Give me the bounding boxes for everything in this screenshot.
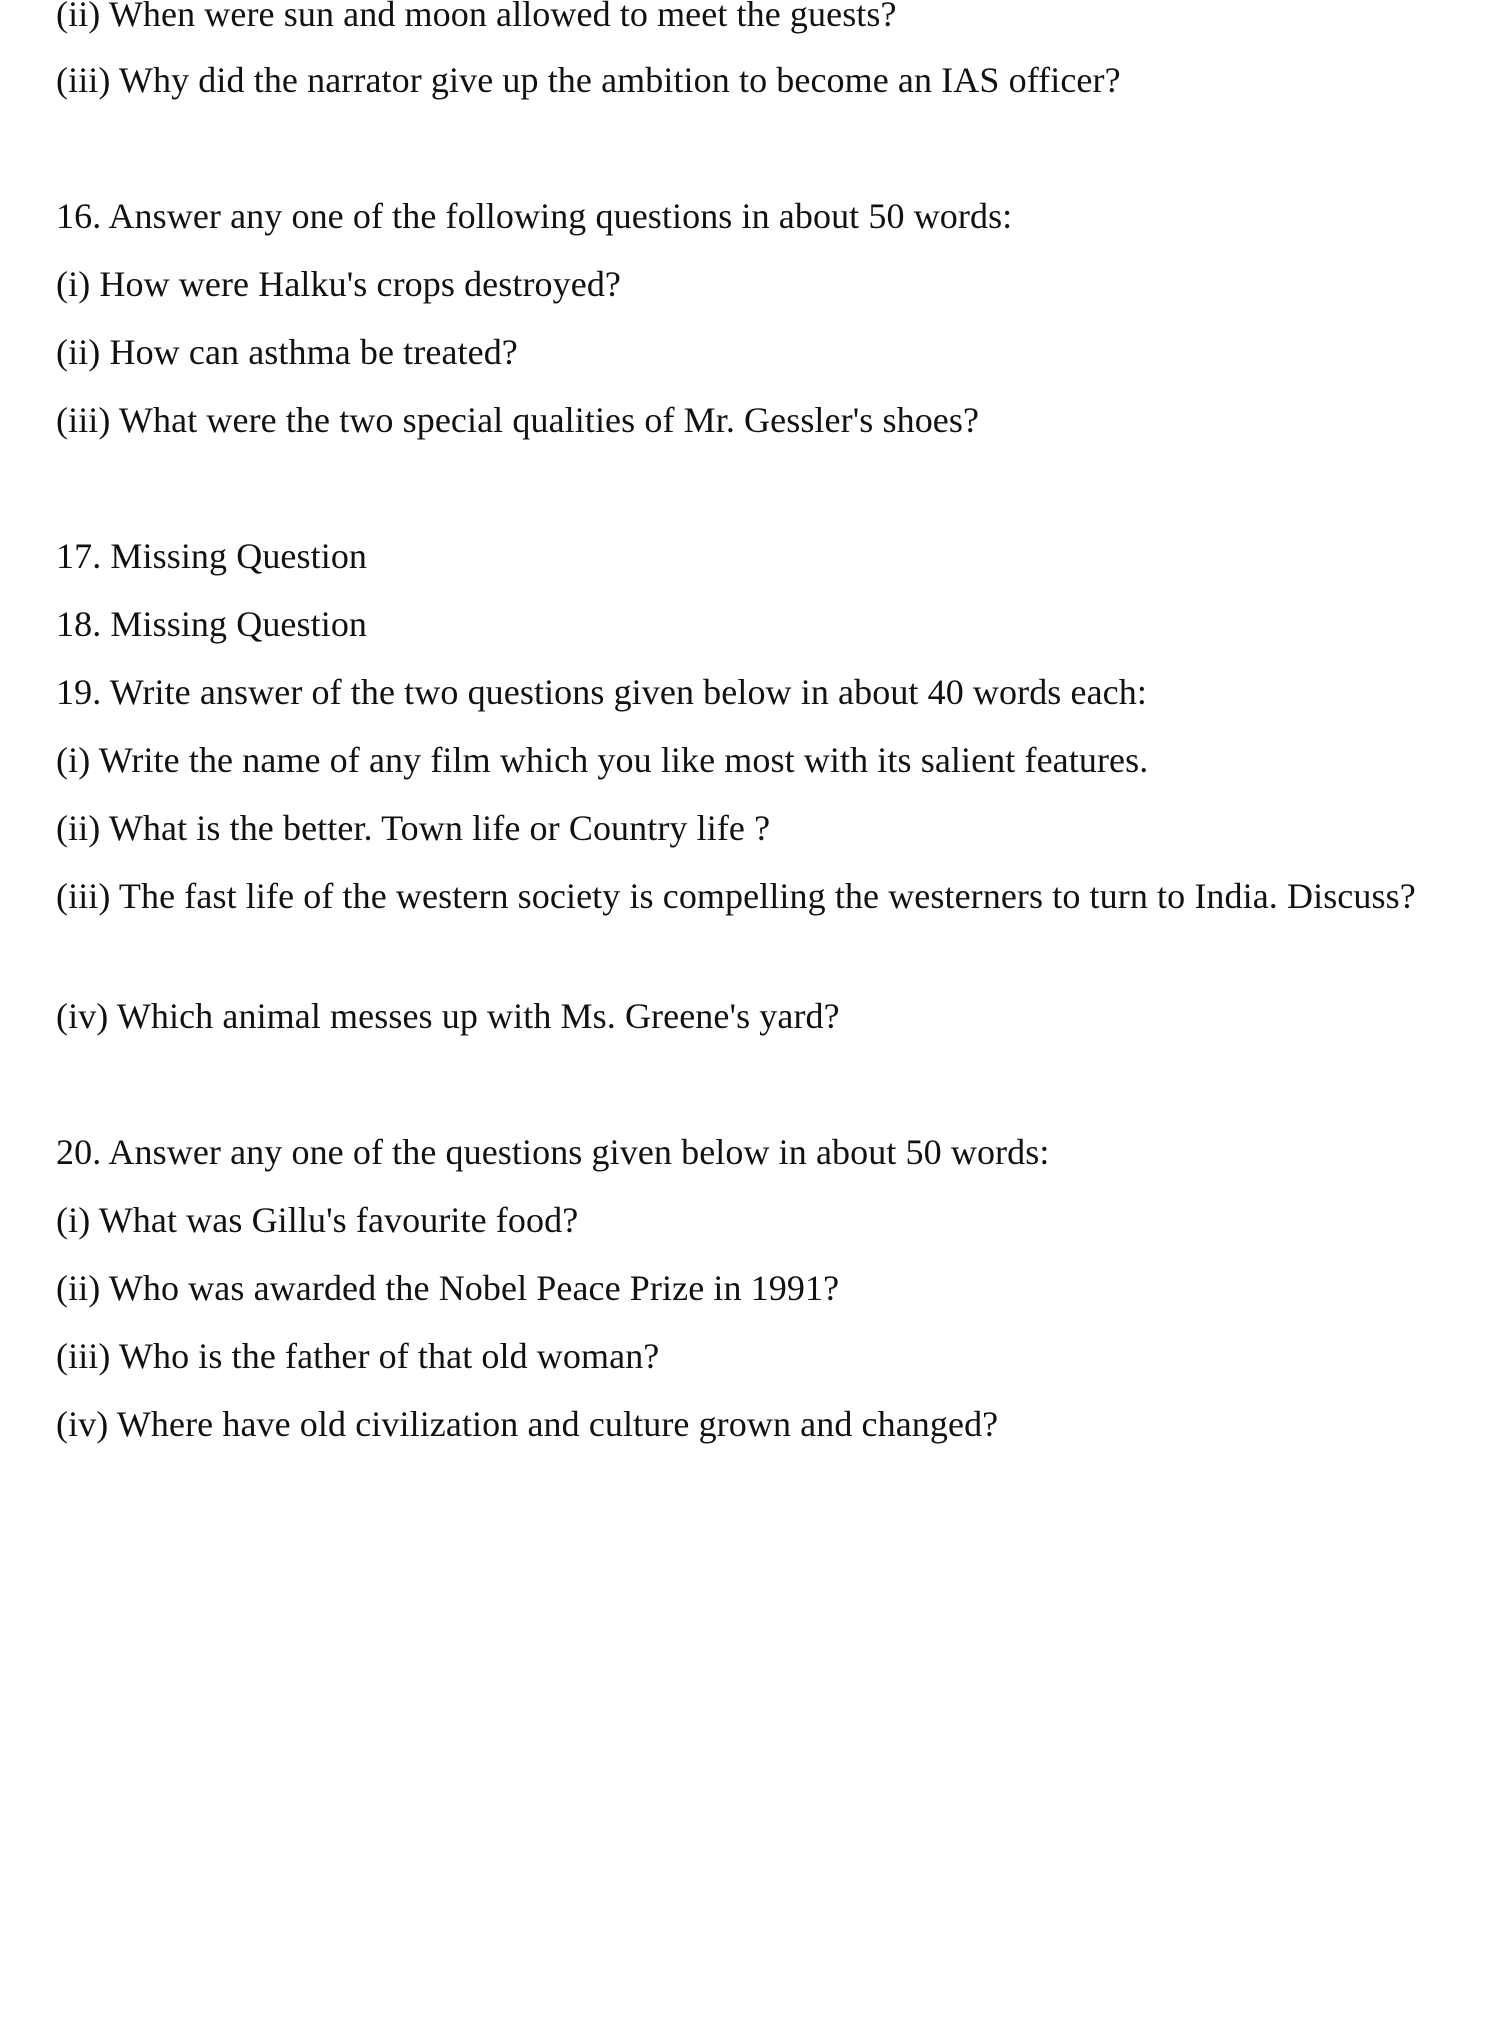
q19-item-iv: (iv) Which animal messes up with Ms. Greene's yard? [56,996,840,1036]
q20-item-iv: (iv) Where have old civilization and culture grown and changed? [56,1404,999,1444]
q18-heading: 18. Missing Question [56,604,368,644]
q16-item-iii: (iii) What were the two special qualities of Mr. Gessler's shoes? [56,400,980,440]
q19-heading: 19. Write answer of the two questions given below in about 40 words each: [56,672,1147,712]
q19-item-ii: (ii) What is the better. Town life or Country life ? [56,808,771,848]
q20-heading: 20. Answer any one of the questions given below in about 50 words: [56,1132,1050,1172]
q17-heading: 17. Missing Question [56,536,368,576]
q15-item-iii: (iii) Why did the narrator give up the ambition to become an IAS officer? [56,60,1121,100]
q19-item-i: (i) Write the name of any film which you like most with its salient features. [56,740,1149,780]
q20-item-i: (i) What was Gillu's favourite food? [56,1200,579,1240]
q20-item-ii: (ii) Who was awarded the Nobel Peace Prize in 1991? [56,1268,840,1308]
q16-heading: 16. Answer any one of the following questions in about 50 words: [56,196,1013,236]
q15-item-ii: (ii) When were sun and moon allowed to meet the guests? [56,0,897,34]
q16-item-ii: (ii) How can asthma be treated? [56,332,518,372]
q20-item-iii: (iii) Who is the father of that old woman? [56,1336,660,1376]
q16-item-i: (i) How were Halku's crops destroyed? [56,264,622,304]
q19-item-iii: (iii) The fast life of the western society is compelling the westerners to turn to India. Discuss? [56,876,1416,916]
